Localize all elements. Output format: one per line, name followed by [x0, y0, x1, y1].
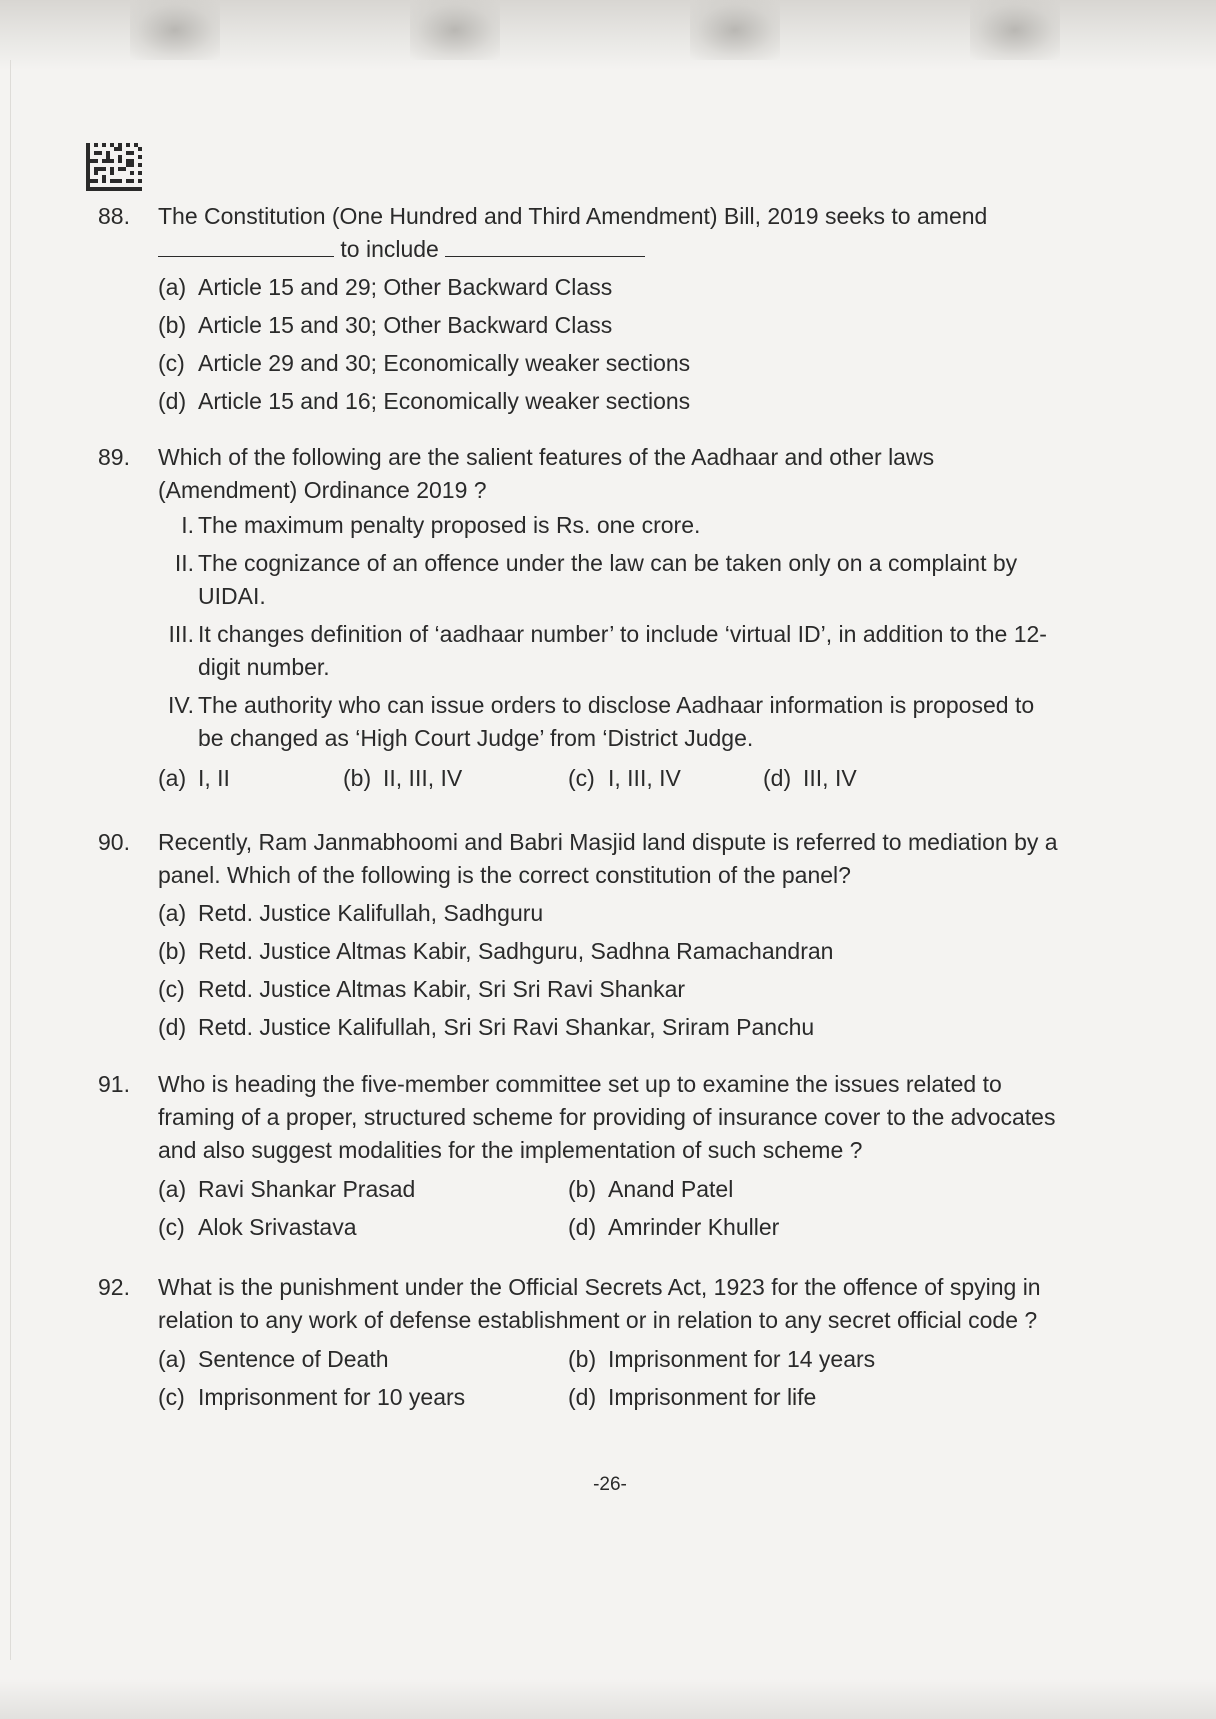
option-89-c — [568, 758, 681, 798]
option-text: II, III, IV — [383, 765, 463, 791]
page-edge — [10, 60, 11, 1660]
option-text: Imprisonment for 14 years — [608, 1346, 876, 1372]
question-text-part2: to include — [340, 236, 439, 262]
question-text: Who is heading the five-member committee set up to examine the issues related to framing of a proper, structured scheme for providing of insurance cover to the advocates and also suggest modalities for the implementation of such scheme ? — [158, 1071, 1056, 1163]
blank-line — [158, 234, 334, 257]
option-88-d — [158, 382, 1058, 420]
options-92-row1 — [158, 1339, 1058, 1379]
option-text: Sentence of Death — [198, 1346, 389, 1372]
option-label: (d) — [568, 1384, 597, 1410]
option-label: (a) — [158, 274, 187, 300]
question-text-part1: The Constitution (One Hundred and Third Amendment) Bill, 2019 seeks to amend — [158, 203, 988, 229]
option-label: (a) — [158, 1346, 187, 1372]
option-label: (a) — [158, 1176, 187, 1202]
option-text: Article 15 and 16; Economically weaker sections — [198, 388, 691, 414]
option-92-c — [158, 1377, 465, 1417]
page-number: -26- — [593, 1474, 627, 1495]
scan-smudge — [130, 0, 220, 60]
options-91-row1 — [158, 1169, 1058, 1209]
scan-shadow-bottom — [0, 1679, 1216, 1719]
options-92-row2 — [158, 1377, 1058, 1417]
statement-label: IV. — [167, 692, 194, 718]
statement-text: The authority who can issue orders to disclose Aadhaar information is proposed to be changed as ‘High Court Judge’ from ‘District Judge. — [198, 692, 1035, 751]
option-label: (b) — [158, 938, 187, 964]
statement-text: The maximum penalty proposed is Rs. one crore. — [198, 512, 701, 538]
statement-label: III. — [168, 621, 194, 647]
option-label: (d) — [763, 765, 792, 791]
scan-smudge — [690, 0, 780, 60]
statement-label: II. — [174, 550, 194, 576]
blank-line — [445, 234, 645, 257]
option-label: (b) — [568, 1176, 597, 1202]
option-91-a — [158, 1169, 415, 1209]
question-89 — [98, 441, 1058, 798]
option-88-c — [158, 344, 1058, 382]
question-number: 92. — [98, 1274, 130, 1300]
option-89-b — [343, 758, 462, 798]
option-text: I, III, IV — [608, 765, 681, 791]
option-text: Anand Patel — [608, 1176, 734, 1202]
scan-shadow-top — [0, 0, 1216, 70]
option-89-d — [763, 758, 857, 798]
question-92 — [98, 1271, 1058, 1417]
option-label: (c) — [158, 1384, 185, 1410]
scan-smudge — [970, 0, 1060, 60]
option-label: (c) — [158, 350, 185, 376]
option-88-a — [158, 268, 1058, 306]
option-text: Imprisonment for 10 years — [198, 1384, 466, 1410]
option-label: (c) — [158, 976, 185, 1002]
option-label: (b) — [568, 1346, 597, 1372]
option-92-d — [568, 1377, 816, 1417]
statement-89-ii — [158, 547, 1058, 613]
statement-89-iii — [158, 618, 1058, 684]
option-label: (d) — [158, 1014, 187, 1040]
option-label: (c) — [568, 765, 595, 791]
question-number: 88. — [98, 203, 130, 229]
option-label: (b) — [158, 312, 187, 338]
options-91-row2 — [158, 1207, 1058, 1247]
option-text: Retd. Justice Altmas Kabir, Sadhguru, Sadhna Ramachandran — [198, 938, 834, 964]
statement-89-iv — [158, 689, 1058, 755]
question-91 — [98, 1068, 1058, 1247]
option-89-a — [158, 758, 230, 798]
option-text: Retd. Justice Kalifullah, Sri Sri Ravi Shankar, Sriram Panchu — [198, 1014, 815, 1040]
question-number: 91. — [98, 1071, 130, 1097]
question-number: 89. — [98, 444, 130, 470]
option-text: Article 15 and 30; Other Backward Class — [198, 312, 613, 338]
option-label: (c) — [158, 1214, 185, 1240]
question-text: Recently, Ram Janmabhoomi and Babri Masjid land dispute is referred to mediation by a panel. Which of the following is the correct constitution of the panel? — [158, 829, 1058, 888]
option-92-b — [568, 1339, 875, 1379]
option-text: Imprisonment for life — [608, 1384, 817, 1410]
question-88 — [98, 200, 1058, 420]
question-90 — [98, 826, 1058, 1046]
option-text: Retd. Justice Kalifullah, Sadhguru — [198, 900, 544, 926]
statement-text: The cognizance of an offence under the law can be taken only on a complaint by UIDAI. — [198, 550, 1018, 609]
question-number: 90. — [98, 829, 130, 855]
option-text: Ravi Shankar Prasad — [198, 1176, 416, 1202]
option-text: Article 29 and 30; Economically weaker sections — [198, 350, 691, 376]
option-92-a — [158, 1339, 389, 1379]
options-89 — [158, 758, 1058, 798]
option-label: (d) — [568, 1214, 597, 1240]
statement-label: I. — [181, 512, 194, 538]
option-label: (d) — [158, 388, 187, 414]
option-90-a — [158, 894, 1058, 932]
option-88-b — [158, 306, 1058, 344]
statement-text: It changes definition of ‘aadhaar number’ to include ‘virtual ID’, in addition to the 12-digit number. — [198, 621, 1047, 680]
option-text: Alok Srivastava — [198, 1214, 357, 1240]
option-text: Retd. Justice Altmas Kabir, Sri Sri Ravi Shankar — [198, 976, 686, 1002]
option-text: I, II — [198, 765, 230, 791]
option-label: (b) — [343, 765, 372, 791]
option-91-b — [568, 1169, 733, 1209]
option-label: (a) — [158, 900, 187, 926]
option-text: Amrinder Khuller — [608, 1214, 780, 1240]
scan-smudge — [410, 0, 500, 60]
option-90-c — [158, 970, 1058, 1008]
qr-code-icon — [86, 143, 142, 191]
option-90-b — [158, 932, 1058, 970]
question-text — [158, 200, 1058, 266]
option-text: Article 15 and 29; Other Backward Class — [198, 274, 613, 300]
option-label: (a) — [158, 765, 187, 791]
option-text: III, IV — [803, 765, 857, 791]
question-text: Which of the following are the salient features of the Aadhaar and other laws (Amendment) Ordinance 2019 ? — [158, 444, 935, 503]
option-91-d — [568, 1207, 779, 1247]
option-91-c — [158, 1207, 357, 1247]
statement-89-i — [158, 509, 1058, 542]
question-text: What is the punishment under the Official Secrets Act, 1923 for the offence of spying in relation to any work of defense establishment or in relation to any secret official code ? — [158, 1274, 1041, 1333]
option-90-d — [158, 1008, 1058, 1046]
